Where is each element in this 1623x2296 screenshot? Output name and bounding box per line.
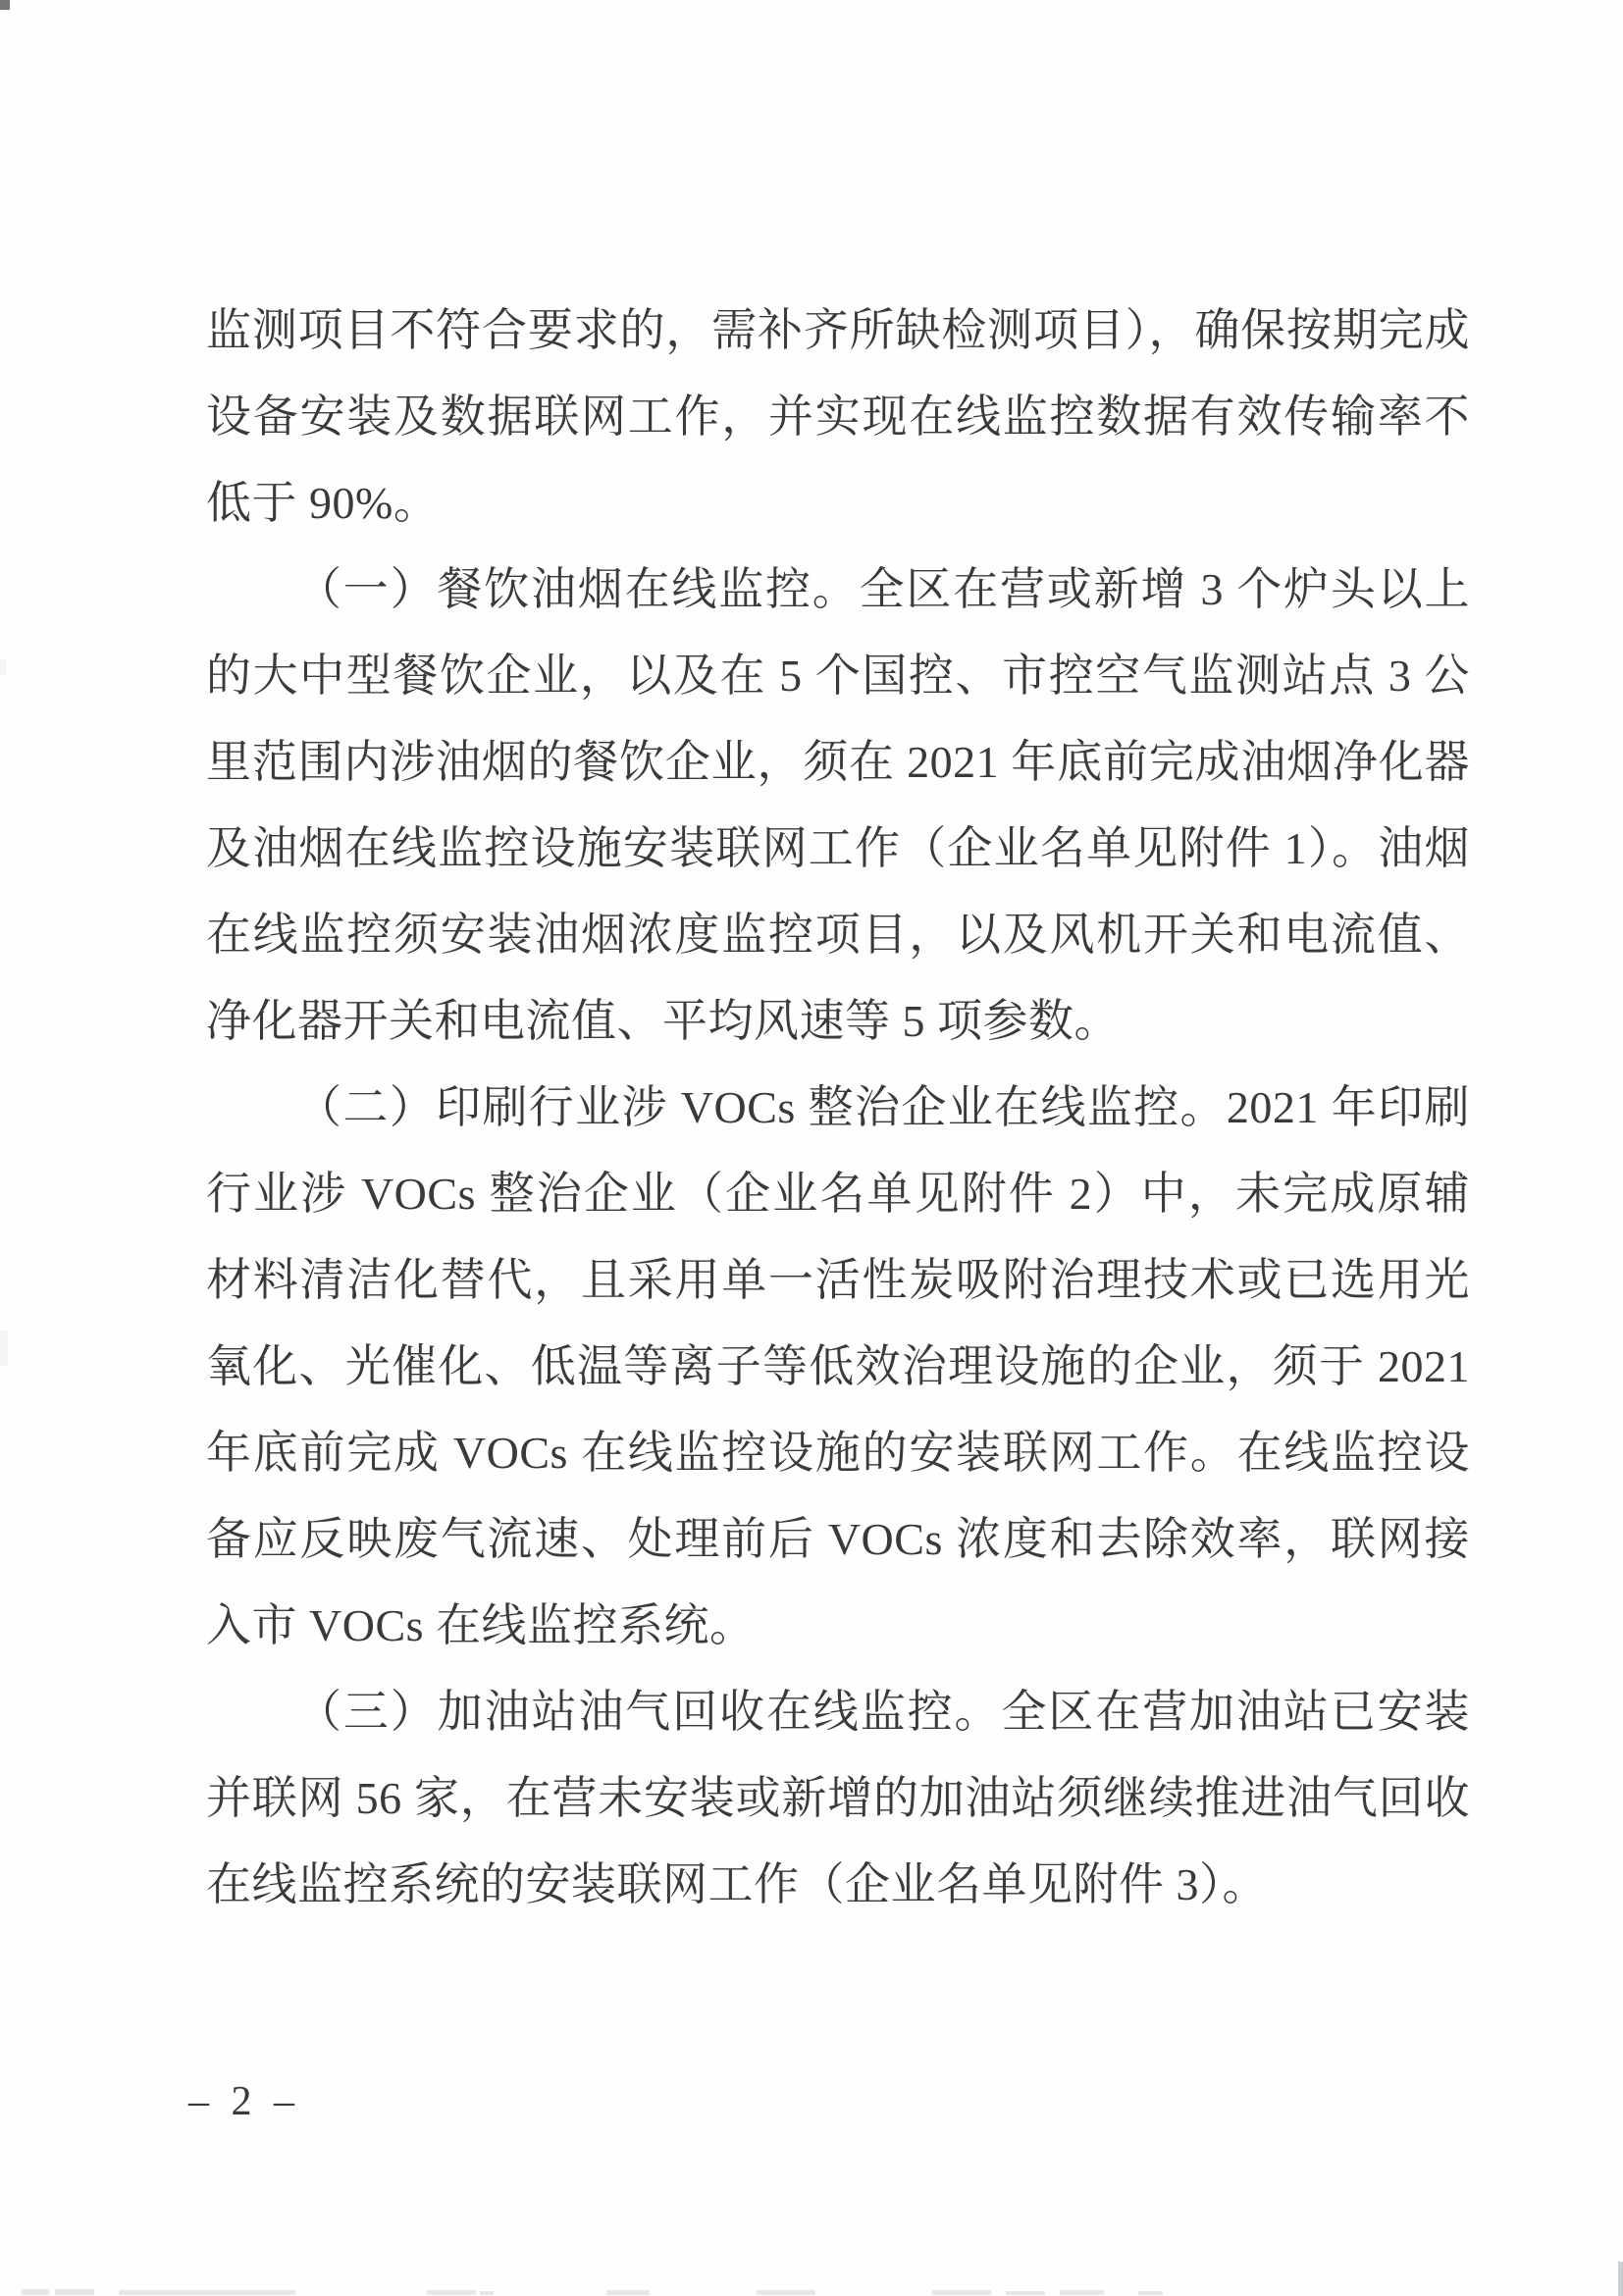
page-number: – 2 – bbox=[188, 2079, 300, 2124]
scan-artifact bbox=[22, 2289, 49, 2295]
scan-artifact bbox=[606, 2290, 650, 2295]
scan-artifact bbox=[757, 2290, 815, 2295]
paragraph-item-1: （一）餐饮油烟在线监控。全区在营或新增 3 个炉头以上的大中型餐饮企业，以及在 5 个国控、市控空气监测站点 3 公里范围内涉油烟的餐饮企业，须在 2021 年底前完成油烟净化器及油烟在线监控设施安装联网工作（企业名单见附件 1）。油烟在线监控须安装油烟浓度监控项目，以及风机开关和电流值、净化器开关和电流值、平均风速等 5 项参数。 bbox=[206, 564, 1470, 1046]
scan-artifact bbox=[119, 2290, 295, 2295]
scan-artifact bbox=[0, 1331, 8, 1366]
scan-artifact bbox=[1006, 2291, 1045, 2295]
scan-artifact bbox=[0, 659, 6, 675]
scan-artifact bbox=[55, 2289, 94, 2295]
scan-artifact bbox=[1618, 2262, 1623, 2296]
scan-artifact bbox=[1138, 2291, 1163, 2295]
document-body bbox=[206, 287, 1470, 1928]
scan-artifact bbox=[427, 2290, 476, 2295]
scan-artifact bbox=[480, 2291, 494, 2295]
paragraph-item-3: （三）加油站油气回收在线监控。全区在营加油站已安装并联网 56 家，在营未安装或新增的加油站须继续推进油气回收在线监控系统的安装联网工作（企业名单见附件 3）。 bbox=[206, 1687, 1470, 1909]
scan-artifact bbox=[1060, 2290, 1104, 2295]
scan-artifact bbox=[0, 0, 10, 10]
paragraph-item-2: （二）印刷行业涉 VOCs 整治企业在线监控。2021 年印刷行业涉 VOCs 整治企业（企业名单见附件 2）中，未完成原辅材料清洁化替代，且采用单一活性炭吸附治理技术或已选用光氧化、光催化、低温等离子等低效治理设施的企业，须于 2021 年底前完成 VOCs 在线监控设施的安装联网工作。在线监控设备应反映废气流速、处理前后 VOCs 浓度和去除效率，联网接入市 VOCs 在线监控系统。 bbox=[206, 1082, 1470, 1650]
scan-artifact bbox=[932, 2290, 991, 2295]
paragraph-continuation: 监测项目不符合要求的，需补齐所缺检测项目），确保按期完成设备安装及数据联网工作，并实现在线监控数据有效传输率不低于 90%。 bbox=[206, 305, 1470, 528]
